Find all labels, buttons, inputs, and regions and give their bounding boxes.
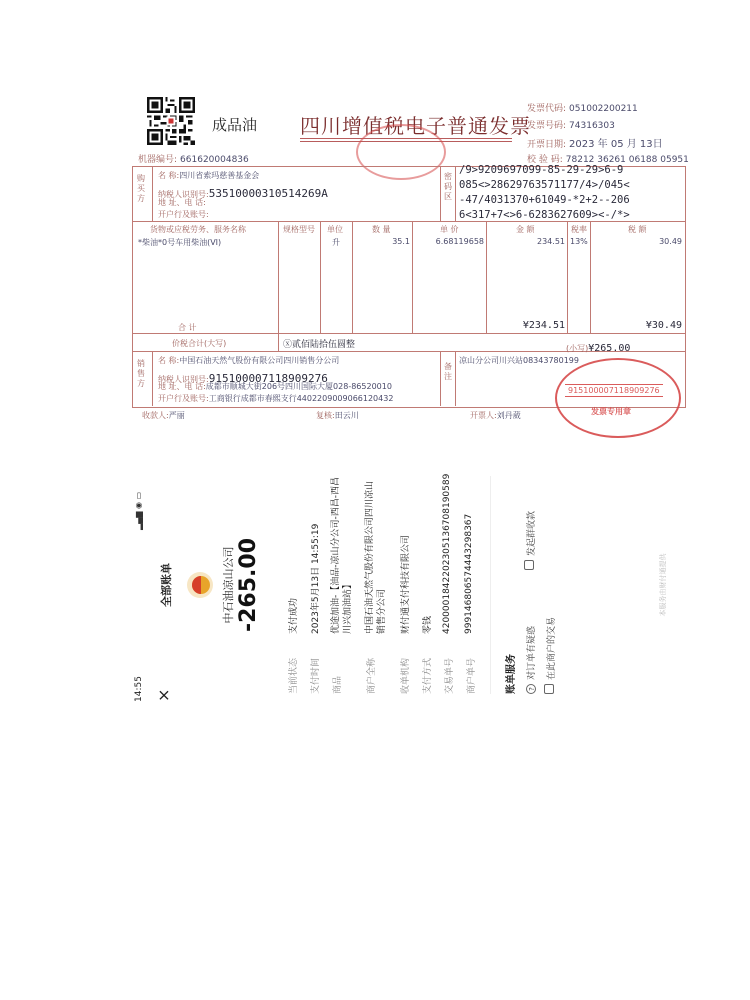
- seller-tax-id: 纳税人识别号:915100007118909276: [158, 372, 328, 385]
- col-unit: 单位: [327, 225, 343, 234]
- total-in-words: ⓧ贰佰陆拾伍圆整: [283, 340, 356, 350]
- row-value-merchant: 中国石油天然气股份有限公司四川凉山销售分公司: [365, 480, 387, 634]
- buyer-tax-id: 纳税人识别号:53510000310514269A: [158, 187, 328, 200]
- row-label-merchant: 商户全称: [367, 657, 377, 694]
- payment-amount: -265.00: [236, 537, 261, 633]
- divider: [490, 476, 491, 694]
- col-price: 单 价: [440, 225, 459, 234]
- link-question[interactable]: ?对订单有疑惑: [524, 626, 537, 694]
- invoice-seal: 915100007118909276 发票专用章: [555, 358, 681, 438]
- item-amount: 234.51: [537, 237, 565, 246]
- footer-note: 本服务由财付通提供: [659, 553, 667, 617]
- list-icon: [544, 684, 554, 694]
- reviewer: 复核:田云川: [316, 411, 359, 420]
- payee: 收款人:严丽: [142, 411, 185, 420]
- row-value-status: 支付成功: [289, 597, 299, 634]
- col-spec: 规格型号: [283, 225, 315, 234]
- total-label: 合 计: [178, 323, 197, 332]
- seller-address: 地 址、电 话:成都市顺城大街206号四川国际大厦028-86520010: [158, 382, 392, 391]
- merchant-name: 中石油凉山公司: [222, 546, 235, 624]
- row-label-txn-no: 交易单号: [445, 657, 455, 694]
- invoice-date: 开票日期: 2023 年 05 月 13日: [527, 139, 663, 150]
- row-value-merchant-no[interactable]: 999146806574443298367: [464, 513, 474, 634]
- col-tax: 税 额: [628, 225, 647, 234]
- issuer: 开票人:刘丹葳: [470, 411, 521, 420]
- check-code: 校 验 码: 78212 36261 06188 05951: [527, 155, 689, 165]
- total-with-tax-label: 价税合计(大写): [172, 339, 227, 348]
- cipher-area: /9>9209697099-85-29-29>6-9 085<>28629763571177/4>/045< -47/4031370+61049-*2+2--206 6<317+7<>6-6283627609><-/*>: [459, 164, 630, 221]
- row-value-time: 2023年5月13日 14:55:19: [311, 523, 321, 634]
- col-rate: 税率: [571, 225, 587, 234]
- col-qty: 数 量: [372, 225, 391, 234]
- row-value-txn-no[interactable]: 4200001842202305136708190589: [442, 473, 452, 634]
- receipt-screen: [128, 460, 678, 710]
- row-label-merchant-no: 商户单号: [467, 657, 477, 694]
- seller-name: 名 称:中国石油天然气股份有限公司四川销售分公司: [158, 356, 340, 365]
- item-unit: 升: [332, 238, 340, 247]
- remark-text: 凉山分公司川兴站08343780199: [459, 356, 579, 365]
- total-small: (小写)¥265.00: [566, 343, 631, 354]
- item-rate: 13%: [570, 237, 588, 246]
- service-title: 账单服务: [506, 654, 517, 694]
- remark-side-label: 备注: [444, 362, 452, 381]
- row-value-product: 优途加油-【油品-凉山分公司-西昌-西昌川兴加油站】: [331, 477, 353, 634]
- buyer-address-label: 地 址、电 话:: [158, 198, 206, 207]
- total-amount: ¥234.51: [522, 320, 565, 331]
- row-value-method: 零钱: [423, 615, 433, 634]
- row-label-acquirer: 收单机构: [401, 657, 411, 694]
- cipher-side-label: 密码区: [444, 172, 452, 201]
- close-icon[interactable]: ×: [154, 688, 173, 702]
- invoice-number: 发票号码: 74316303: [527, 121, 615, 131]
- merchant-logo-icon: [186, 571, 214, 599]
- buyer-name: 名 称:四川省索玛慈善基金会: [158, 171, 260, 180]
- row-label-product: 商品: [333, 675, 343, 694]
- row-label-time: 支付时间: [311, 657, 321, 694]
- link-merchant-trades[interactable]: 在此商户的交易: [544, 617, 557, 694]
- row-label-status: 当前状态: [289, 657, 299, 694]
- invoice-kind: 成品油: [212, 116, 258, 134]
- status-icons: ▂▄▆ ◉ ▭: [134, 491, 143, 530]
- invoice: [0, 0, 750, 440]
- item-qty: 35.1: [392, 237, 410, 246]
- link-group-collect[interactable]: 发起群收款: [524, 511, 537, 570]
- question-icon: ?: [526, 684, 536, 694]
- seller-side-label: 销售方: [137, 359, 145, 388]
- group-icon: [524, 560, 534, 570]
- row-label-method: 支付方式: [423, 657, 433, 694]
- nav-title: 全部账单: [160, 563, 173, 607]
- qr-code-icon: [147, 97, 195, 145]
- invoice-code: 发票代码: 051002200211: [527, 104, 638, 114]
- row-value-acquirer: 财付通支付科技有限公司: [401, 534, 411, 634]
- seller-bank: 开户行及账号:工商银行成都市春熙支行4402209009066120432: [158, 394, 394, 403]
- machine-number: 机器编号: 661620004836: [138, 155, 249, 165]
- item-price: 6.68119658: [435, 237, 484, 246]
- item-name: *柴油*0号车用柴油(VI): [138, 238, 222, 247]
- buyer-bank-label: 开户行及账号:: [158, 210, 209, 219]
- buyer-side-label: 购买方: [137, 174, 145, 203]
- col-amount: 金 额: [516, 225, 535, 234]
- invoice-title: 四川增值税电子普通发票: [300, 114, 531, 138]
- payment-receipt: [128, 460, 678, 710]
- col-item: 货物或应税劳务、服务名称: [150, 225, 246, 234]
- total-tax: ¥30.49: [645, 320, 682, 331]
- status-time: 14:55: [134, 676, 144, 702]
- item-tax: 30.49: [659, 237, 682, 246]
